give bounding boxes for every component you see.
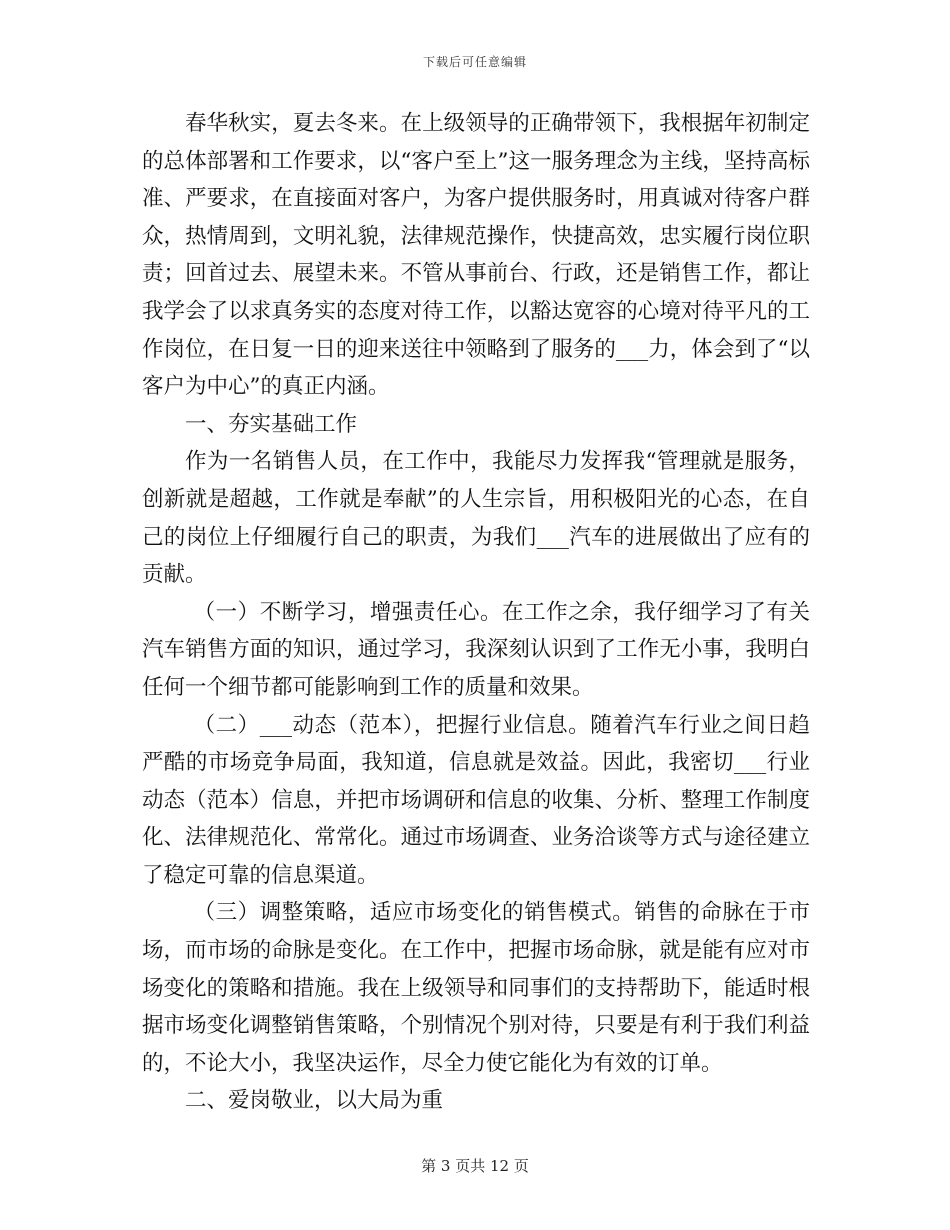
- paragraph-item-3: （三）调整策略，适应市场变化的销售模式。销售的命脉在于市场，而市场的命脉是变化。在工作中，把握市场命脉，就是能有应对市场变化的策略和措施。我在上级领导和同事们的支持帮助下，能适时根据市场变化调整销售策略，个别情况个别对待，只要是有利于我们利益的，不论大小，我坚决运作，尽全力使它能化为有效的订单。: [142, 900, 810, 1076]
- page-header: 下载后可任意编辑: [422, 55, 527, 69]
- section-heading-1: 一、夯实基础工作: [185, 411, 358, 437]
- page-number: 第 3 页共 12 页: [421, 1157, 529, 1175]
- paragraph-intro: 春华秋实，夏去冬来。在上级领导的正确带领下，我根据年初制定的总体部署和工作要求，以“客户至上”这一服务理念为主线，坚持高标准、严要求，在直接面对客户，为客户提供服务时，用真诚对待客户群众，热情周到，文明礼貌，法律规范操作，快捷高效，忠实履行岗位职责；回首过去、展望未来。不管从事前台、行政，还是销售工作，都让我学会了以求真务实的态度对待工作，以豁达宽容的心境对待平凡的工作岗位，在日复一日的迎来送往中领略到了服务的___力，体会到了“以客户为中心”的真正内涵。: [142, 111, 810, 400]
- section-heading-2: 二、爱岗敬业，以大局为重: [185, 1088, 444, 1114]
- paragraph-item-2: （二）___动态（范本），把握行业信息。随着汽车行业之间日趋严酷的市场竞争局面，我知道，信息就是效益。因此，我密切___行业动态（范本）信息，并把市场调研和信息的收集、分析、整理工作制度化、法律规范化、常常化。通过市场调查、业务洽谈等方式与途径建立了稳定可靠的信息渠道。: [142, 712, 810, 888]
- paragraph-section-1: 作为一名销售人员，在工作中，我能尽力发挥我“管理就是服务，创新就是超越，工作就是奉献”的人生宗旨，用积极阳光的心态，在自己的岗位上仔细履行自己的职责，为我们___汽车的进展做出了应有的贡献。: [142, 449, 810, 588]
- document-body: [142, 105, 810, 1120]
- paragraph-item-1: （一）不断学习，增强责任心。在工作之余，我仔细学习了有关汽车销售方面的知识，通过学习，我深刻认识到了工作无小事，我明白任何一个细节都可能影响到工作的质量和效果。: [142, 599, 810, 700]
